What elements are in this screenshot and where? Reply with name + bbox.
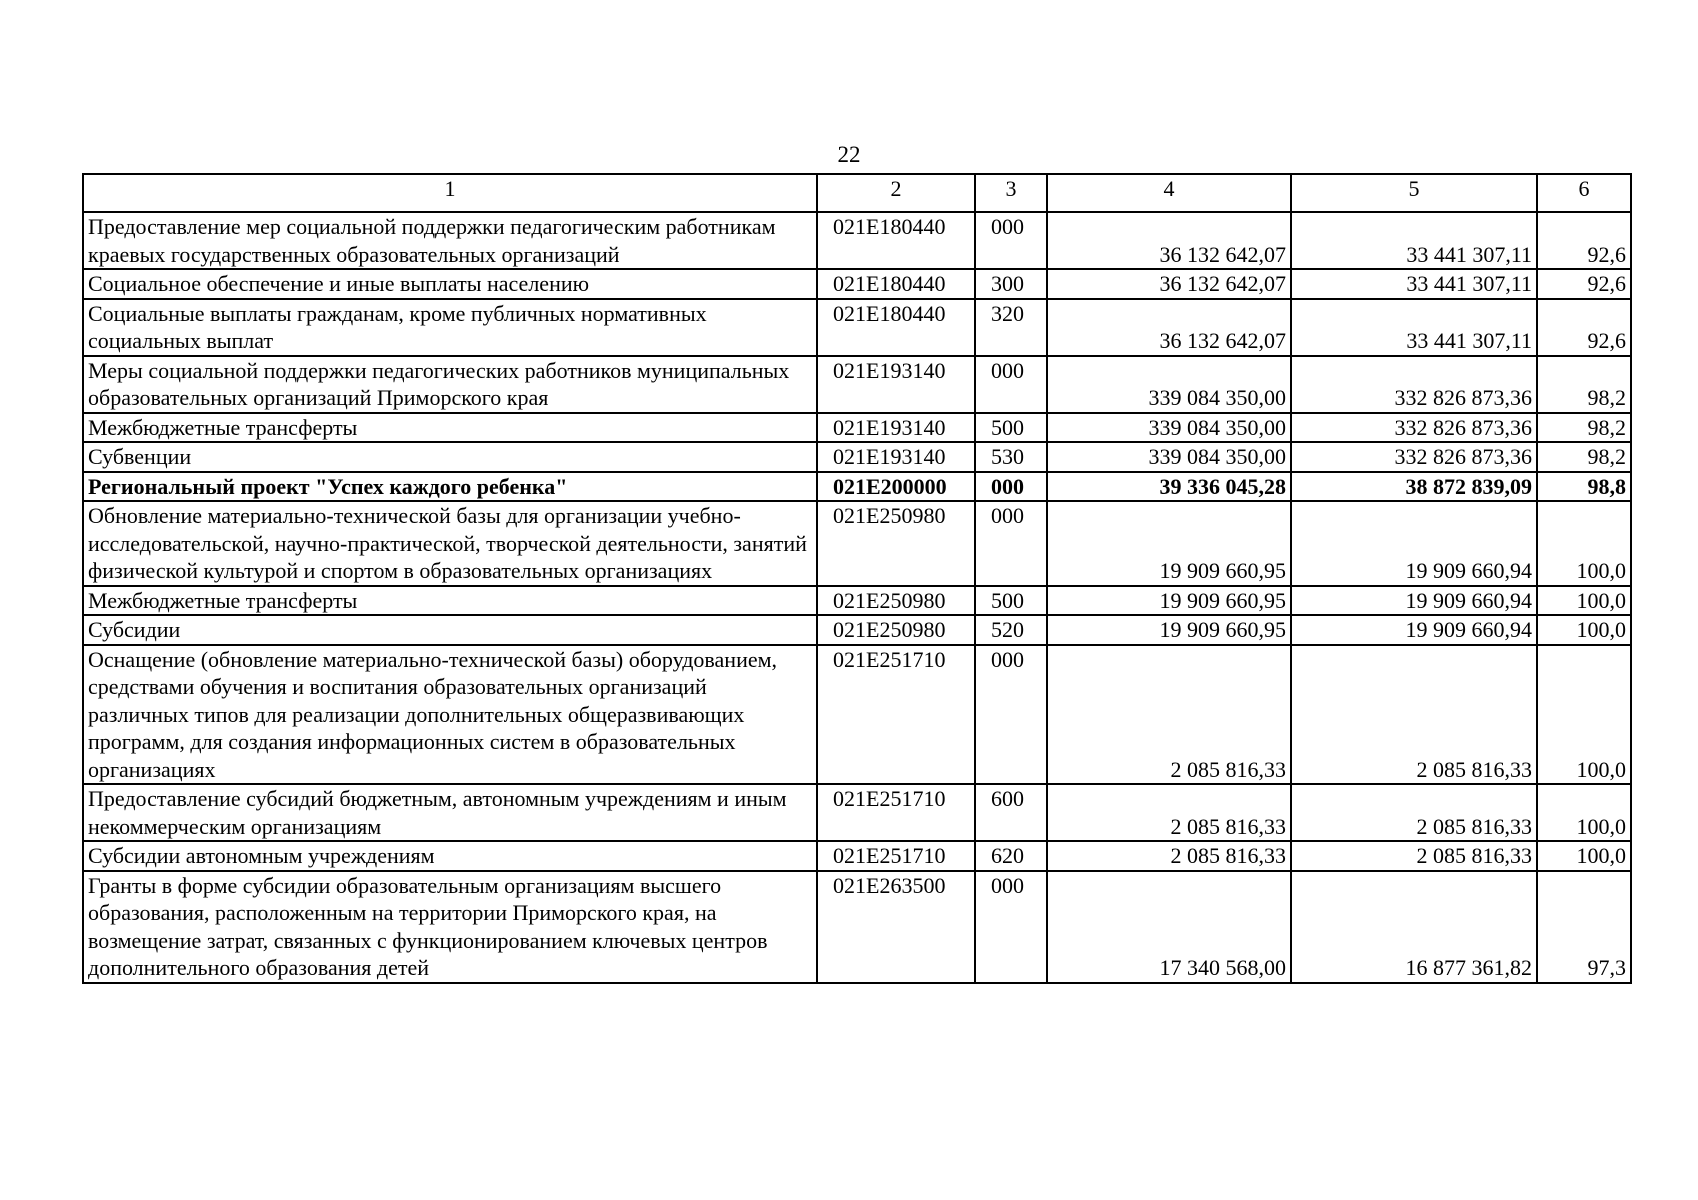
row-name: Оснащение (обновление материально-технической базы) оборудованием, средствами обучения и воспитания образовательных организаций различных типов для реализации дополнительных общеразвивающих программ, для создания информационных систем в образовательных организациях xyxy=(83,645,817,785)
row-actual-amount: 33 441 307,11 xyxy=(1291,269,1537,299)
row-expense-type: 500 xyxy=(975,413,1047,443)
table-row xyxy=(83,586,1631,616)
row-planned-amount: 2 085 816,33 xyxy=(1047,841,1291,871)
row-code: 021E193140 xyxy=(817,356,975,413)
row-code: 021E263500 xyxy=(817,871,975,983)
row-planned-amount: 339 084 350,00 xyxy=(1047,356,1291,413)
row-planned-amount: 36 132 642,07 xyxy=(1047,212,1291,269)
row-name: Меры социальной поддержки педагогических работников муниципальных образовательных организаций Приморского края xyxy=(83,356,817,413)
table-row xyxy=(83,413,1631,443)
row-percent: 92,6 xyxy=(1537,269,1631,299)
row-code: 021E200000 xyxy=(817,472,975,502)
row-name: Предоставление субсидий бюджетным, автономным учреждениям и иным некоммерческим организациям xyxy=(83,784,817,841)
row-planned-amount: 36 132 642,07 xyxy=(1047,269,1291,299)
row-expense-type: 000 xyxy=(975,645,1047,785)
row-expense-type: 300 xyxy=(975,269,1047,299)
row-name: Социальные выплаты гражданам, кроме публичных нормативных социальных выплат xyxy=(83,299,817,356)
row-actual-amount: 332 826 873,36 xyxy=(1291,442,1537,472)
budget-table xyxy=(82,173,1632,984)
row-expense-type: 530 xyxy=(975,442,1047,472)
row-name: Гранты в форме субсидии образовательным организациям высшего образования, расположенным на территории Приморского края, на возмещение затрат, связанных с функционированием ключевых центров дополнительного образования детей xyxy=(83,871,817,983)
row-expense-type: 000 xyxy=(975,501,1047,586)
row-name: Предоставление мер социальной поддержки педагогическим работникам краевых государственных образовательных организаций xyxy=(83,212,817,269)
row-code: 021E251710 xyxy=(817,784,975,841)
row-planned-amount: 19 909 660,95 xyxy=(1047,586,1291,616)
row-actual-amount: 19 909 660,94 xyxy=(1291,586,1537,616)
row-actual-amount: 19 909 660,94 xyxy=(1291,501,1537,586)
row-expense-type: 620 xyxy=(975,841,1047,871)
table-row xyxy=(83,615,1631,645)
table-row xyxy=(83,212,1631,269)
row-code: 021E180440 xyxy=(817,212,975,269)
row-planned-amount: 339 084 350,00 xyxy=(1047,413,1291,443)
table-row xyxy=(83,442,1631,472)
row-expense-type: 000 xyxy=(975,356,1047,413)
row-name: Межбюджетные трансферты xyxy=(83,586,817,616)
row-planned-amount: 2 085 816,33 xyxy=(1047,784,1291,841)
row-code: 021E180440 xyxy=(817,269,975,299)
table-row xyxy=(83,501,1631,586)
table-row xyxy=(83,645,1631,785)
row-percent: 100,0 xyxy=(1537,586,1631,616)
header-cell: 1 xyxy=(83,174,817,212)
row-expense-type: 500 xyxy=(975,586,1047,616)
row-percent: 100,0 xyxy=(1537,784,1631,841)
row-percent: 98,8 xyxy=(1537,472,1631,502)
row-planned-amount: 39 336 045,28 xyxy=(1047,472,1291,502)
row-name: Социальное обеспечение и иные выплаты населению xyxy=(83,269,817,299)
row-expense-type: 000 xyxy=(975,212,1047,269)
row-expense-type: 000 xyxy=(975,472,1047,502)
row-planned-amount: 19 909 660,95 xyxy=(1047,615,1291,645)
row-percent: 98,2 xyxy=(1537,413,1631,443)
row-percent: 92,6 xyxy=(1537,212,1631,269)
row-actual-amount: 2 085 816,33 xyxy=(1291,841,1537,871)
row-code: 021E250980 xyxy=(817,615,975,645)
header-cell: 3 xyxy=(975,174,1047,212)
table-row xyxy=(83,299,1631,356)
table-row xyxy=(83,871,1631,983)
header-cell: 6 xyxy=(1537,174,1631,212)
row-name: Региональный проект "Успех каждого ребенка" xyxy=(83,472,817,502)
row-code: 021E250980 xyxy=(817,586,975,616)
row-planned-amount: 339 084 350,00 xyxy=(1047,442,1291,472)
row-name: Субвенции xyxy=(83,442,817,472)
row-percent: 100,0 xyxy=(1537,615,1631,645)
table-row xyxy=(83,472,1631,502)
row-code: 021E193140 xyxy=(817,442,975,472)
row-percent: 100,0 xyxy=(1537,841,1631,871)
row-actual-amount: 38 872 839,09 xyxy=(1291,472,1537,502)
row-percent: 98,2 xyxy=(1537,442,1631,472)
row-actual-amount: 2 085 816,33 xyxy=(1291,784,1537,841)
row-actual-amount: 19 909 660,94 xyxy=(1291,615,1537,645)
header-row xyxy=(83,174,1631,212)
row-actual-amount: 33 441 307,11 xyxy=(1291,212,1537,269)
row-code: 021E251710 xyxy=(817,841,975,871)
row-name: Субсидии автономным учреждениям xyxy=(83,841,817,871)
row-expense-type: 600 xyxy=(975,784,1047,841)
row-planned-amount: 36 132 642,07 xyxy=(1047,299,1291,356)
row-code: 021E250980 xyxy=(817,501,975,586)
row-expense-type: 000 xyxy=(975,871,1047,983)
page-number: 22 xyxy=(837,142,861,167)
row-percent: 100,0 xyxy=(1537,501,1631,586)
header-cell: 2 xyxy=(817,174,975,212)
row-expense-type: 320 xyxy=(975,299,1047,356)
row-code: 021E251710 xyxy=(817,645,975,785)
row-actual-amount: 332 826 873,36 xyxy=(1291,413,1537,443)
row-actual-amount: 33 441 307,11 xyxy=(1291,299,1537,356)
row-code: 021E193140 xyxy=(817,413,975,443)
row-code: 021E180440 xyxy=(817,299,975,356)
row-percent: 100,0 xyxy=(1537,645,1631,785)
row-planned-amount: 19 909 660,95 xyxy=(1047,501,1291,586)
row-planned-amount: 2 085 816,33 xyxy=(1047,645,1291,785)
row-expense-type: 520 xyxy=(975,615,1047,645)
row-name: Межбюджетные трансферты xyxy=(83,413,817,443)
table-row xyxy=(83,356,1631,413)
table-body xyxy=(83,212,1631,983)
row-percent: 98,2 xyxy=(1537,356,1631,413)
row-actual-amount: 332 826 873,36 xyxy=(1291,356,1537,413)
header-cell: 5 xyxy=(1291,174,1537,212)
header-cell: 4 xyxy=(1047,174,1291,212)
table-row xyxy=(83,784,1631,841)
row-percent: 97,3 xyxy=(1537,871,1631,983)
row-name: Субсидии xyxy=(83,615,817,645)
row-actual-amount: 16 877 361,82 xyxy=(1291,871,1537,983)
row-planned-amount: 17 340 568,00 xyxy=(1047,871,1291,983)
row-actual-amount: 2 085 816,33 xyxy=(1291,645,1537,785)
row-name: Обновление материально-технической базы для организации учебно-исследовательской, научно-практической, творческой деятельности, занятий физической культурой и спортом в образовательных организациях xyxy=(83,501,817,586)
table-row xyxy=(83,841,1631,871)
table-row xyxy=(83,269,1631,299)
row-percent: 92,6 xyxy=(1537,299,1631,356)
